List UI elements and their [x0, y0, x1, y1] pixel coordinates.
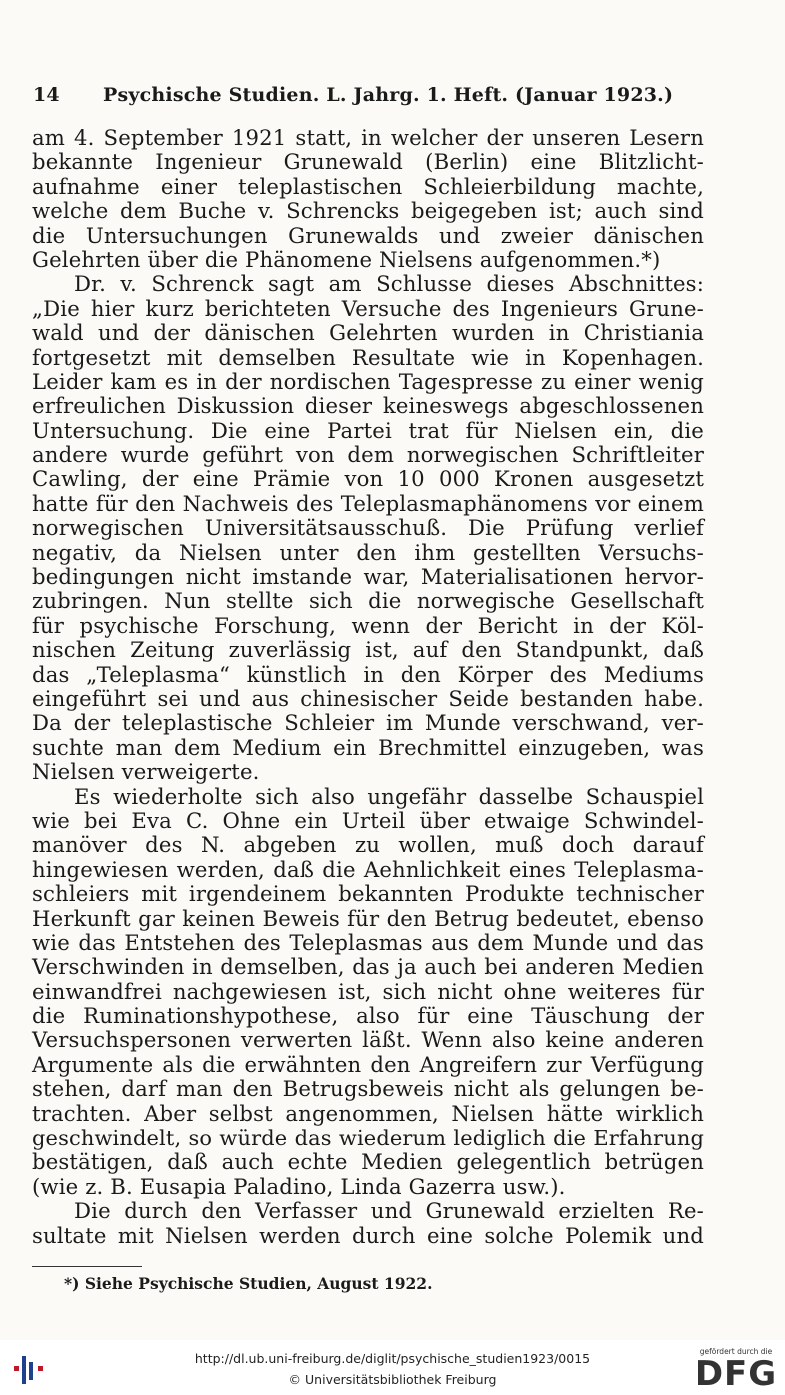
text-line: zubringen. Nun stellte sich die norwegische Gesellschaft: [32, 588, 704, 614]
running-title: Psychische Studien. L. Jahrg. 1. Heft. (Januar 1923.): [103, 84, 674, 106]
text-line: „Die hier kurz berichteten Versuche des Ingenieurs Grune-: [32, 295, 704, 321]
text-line: die Untersuchungen Grunewalds und zweier dänischen: [32, 222, 704, 248]
page-number: 14: [33, 84, 60, 106]
text-line: stehen, darf man den Betrugsbeweis nicht als gelungen be-: [32, 1076, 704, 1102]
text-line: Cawling, der eine Prämie von 10 000 Kronen ausgesetzt: [32, 466, 704, 492]
text-line: negativ, da Nielsen unter den ihm gestellten Versuchs-: [32, 539, 704, 565]
text-line: einwandfrei nachgewiesen ist, sich nicht ohne weiteres für: [32, 978, 704, 1004]
text-line: die Ruminationshypothese, also für eine Täuschung der: [32, 1003, 704, 1029]
dfg-logo-text: DFG: [694, 1355, 778, 1389]
text-line: hingewiesen werden, daß die Aehnlichkeit eines Teleplasma-: [32, 856, 704, 882]
text-line: nischen Zeitung zuverlässig ist, auf den Standpunkt, daß: [32, 637, 704, 663]
footnote: *) Siehe Psychische Studien, August 1922.: [64, 1274, 433, 1293]
text-line: fortgesetzt mit demselben Resultate wie in Kopenhagen.: [32, 344, 704, 370]
text-line: trachten. Aber selbst angenommen, Nielsen hätte wirklich: [32, 1100, 704, 1126]
text-line: wald und der dänischen Gelehrten wurden in Christiania: [32, 320, 704, 346]
text-line: wie das Entstehen des Teleplasmas aus dem Munde und das: [32, 929, 704, 955]
text-line: erfreulichen Diskussion dieser keineswegs abgeschlossenen: [32, 393, 704, 419]
text-line: andere wurde geführt von dem norwegischen Schriftleiter: [32, 442, 704, 468]
text-line: Herkunft gar keinen Beweis für den Betrug bedeutet, ebenso: [32, 905, 704, 931]
text-line: (wie z. B. Eusapia Paladino, Linda Gazerra usw.).: [32, 1173, 566, 1199]
text-line: Es wiederholte sich also ungefähr dasselbe Schauspiel: [74, 783, 704, 809]
text-line: hatte für den Nachweis des Teleplasmaphänomens vor einem: [32, 490, 704, 516]
running-header: [33, 84, 733, 106]
text-line: manöver des N. abgeben zu wollen, muß doch darauf: [32, 832, 704, 858]
body-text: [32, 126, 704, 1248]
text-line: norwegischen Universitätsausschuß. Die Prüfung verlief: [32, 515, 704, 541]
text-line: bekannte Ingenieur Grunewald (Berlin) eine Blitzlicht-: [32, 149, 704, 175]
text-line: wie bei Eva C. Ohne ein Urteil über etwaige Schwindel-: [32, 807, 704, 833]
text-line: Gelehrten über die Phänomene Nielsens aufgenommen.*): [32, 246, 661, 272]
text-line: Nielsen verweigerte.: [32, 759, 260, 785]
dfg-logo-icon: [694, 1355, 778, 1389]
text-line: bedingungen nicht imstande war, Materialisationen hervor-: [32, 564, 704, 590]
text-line: für psychische Forschung, wenn der Bericht in der Köl-: [32, 612, 704, 638]
footer-copyright: © Universitätsbibliothek Freiburg: [288, 1372, 497, 1387]
text-line: suchte man dem Medium ein Brechmittel einzugeben, was: [32, 734, 704, 760]
text-line: aufnahme einer teleplastischen Schleierbildung machte,: [32, 173, 704, 199]
text-line: Untersuchung. Die eine Partei trat für Nielsen ein, die: [32, 417, 704, 443]
text-line: Dr. v. Schrenck sagt am Schlusse dieses Abschnittes:: [74, 271, 704, 297]
text-line: bestätigen, daß auch echte Medien gelegentlich betrügen: [32, 1149, 704, 1175]
text-line: eingeführt sei und aus chinesischer Seide bestanden habe.: [32, 685, 704, 711]
text-line: sultate mit Nielsen werden durch eine solche Polemik und: [32, 1222, 704, 1248]
dfg-funding-note: gefördert durch die: [699, 1347, 773, 1356]
text-line: am 4. September 1921 statt, in welcher der unseren Lesern: [32, 125, 704, 150]
text-line: Leider kam es in der nordischen Tagespresse zu einer wenig: [32, 368, 704, 394]
footer-url-link[interactable]: http://dl.ub.uni-freiburg.de/diglit/psychische_studien1923/0015: [194, 1351, 591, 1366]
text-line: Argumente als die erwähnten den Angreifern zur Verfügung: [32, 1051, 704, 1077]
text-line: Verschwinden in demselben, das ja auch bei anderen Medien: [32, 954, 704, 980]
text-line: schleiers mit irgendeinem bekannten Produkte technischer: [32, 881, 704, 907]
text-line: welche dem Buche v. Schrencks beigegeben ist; auch sind: [32, 198, 704, 224]
footnote-divider: [32, 1266, 142, 1267]
text-line: Versuchspersonen verwerten läßt. Wenn also keine anderen: [32, 1027, 704, 1053]
text-line: Da der teleplastische Schleier im Munde verschwand, ver-: [32, 710, 704, 736]
text-line: das „Teleplasma“ künstlich in den Körper des Mediums: [32, 661, 704, 687]
text-line: Die durch den Verfasser und Grunewald erzielten Re-: [74, 1198, 704, 1224]
text-line: geschwindelt, so würde das wiederum lediglich die Erfahrung: [32, 1126, 704, 1151]
